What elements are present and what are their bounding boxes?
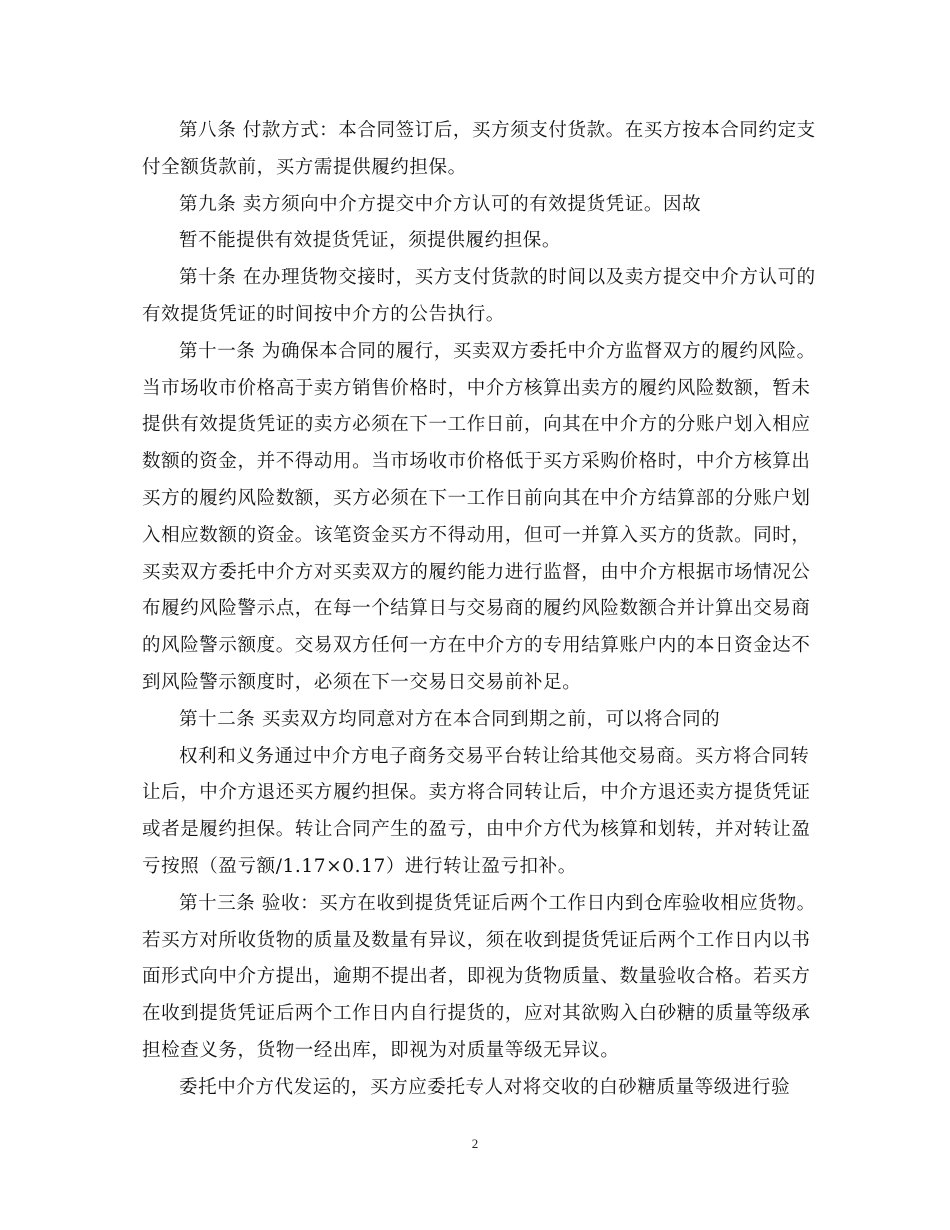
page-number: 2 <box>471 1136 479 1151</box>
text-line: 的风险警示额度。交易双方任何一方在中介方的专用结算账户内的本日资金达不 <box>142 635 811 657</box>
text-line: 入相应数额的资金。该笔资金买方不得动用，但可一并算入买方的货款。同时， <box>142 524 811 546</box>
text-line: 第十条 在办理货物交接时，买方支付货款的时间以及卖方提交中介方认可的 <box>179 267 816 289</box>
text-line: 第九条 卖方须向中介方提交中介方认可的有效提货凭证。因故 <box>179 193 702 215</box>
document-body <box>142 113 814 1107</box>
text-line: 暂不能提供有效提货凭证，须提供履约担保。 <box>179 230 562 252</box>
text-line: 亏按照（盈亏额/1.17×0.17）进行转让盈亏扣补。 <box>142 855 577 877</box>
text-line: 到风险警示额度时，必须在下一交易日交易前补足。 <box>142 671 582 693</box>
text-line: 让后，中介方退还买方履约担保。卖方将合同转让后，中介方退还卖方提货凭证 <box>142 782 811 804</box>
text-line: 买卖双方委托中介方对买卖双方的履约能力进行监督，由中介方根据市场情况公 <box>142 561 811 583</box>
text-line: 第十一条 为确保本合同的履行，买卖双方委托中介方监督双方的履约风险。 <box>179 340 816 362</box>
text-line: 在收到提货凭证后两个工作日内自行提货的，应对其欲购入白砂糖的质量等级承 <box>142 1003 811 1025</box>
text-line: 若买方对所收货物的质量及数量有异议，须在收到提货凭证后两个工作日内以书 <box>142 929 811 951</box>
text-line: 第十二条 买卖双方均同意对方在本合同到期之前，可以将合同的 <box>179 708 721 730</box>
text-line: 付全额货款前，买方需提供履约担保。 <box>142 156 467 178</box>
text-line: 或者是履约担保。转让合同产生的盈亏，由中介方代为核算和划转，并对转让盈 <box>142 819 811 841</box>
text-line: 布履约风险警示点，在每一个结算日与交易商的履约风险数额合并计算出交易商 <box>142 598 811 620</box>
text-line: 提供有效提货凭证的卖方必须在下一工作日前，向其在中介方的分账户划入相应 <box>142 414 811 436</box>
text-line: 当市场收市价格高于卖方销售价格时，中介方核算出卖方的履约风险数额，暂未 <box>142 377 811 399</box>
text-line: 担检查义务，货物一经出库，即视为对质量等级无异议。 <box>142 1039 620 1061</box>
text-line: 数额的资金，并不得动用。当市场收市价格低于买方采购价格时，中介方核算出 <box>142 451 811 473</box>
text-line: 面形式向中介方提出，逾期不提出者，即视为货物质量、数量验收合格。若买方 <box>142 966 811 988</box>
text-line: 买方的履约风险数额，买方必须在下一工作日前向其在中介方结算部的分账户划 <box>142 487 811 509</box>
text-line: 第十三条 验收：买方在收到提货凭证后两个工作日内到仓库验收相应货物。 <box>179 892 816 914</box>
text-line: 第八条 付款方式：本合同签订后，买方须支付货款。在买方按本合同约定支 <box>179 120 816 141</box>
text-line: 权利和义务通过中介方电子商务交易平台转让给其他交易商。买方将合同转 <box>179 745 810 767</box>
text-line: 有效提货凭证的时间按中介方的公告执行。 <box>142 303 505 325</box>
text-line: 委托中介方代发运的，买方应委托专人对将交收的白砂糖质量等级进行验 <box>179 1076 791 1098</box>
